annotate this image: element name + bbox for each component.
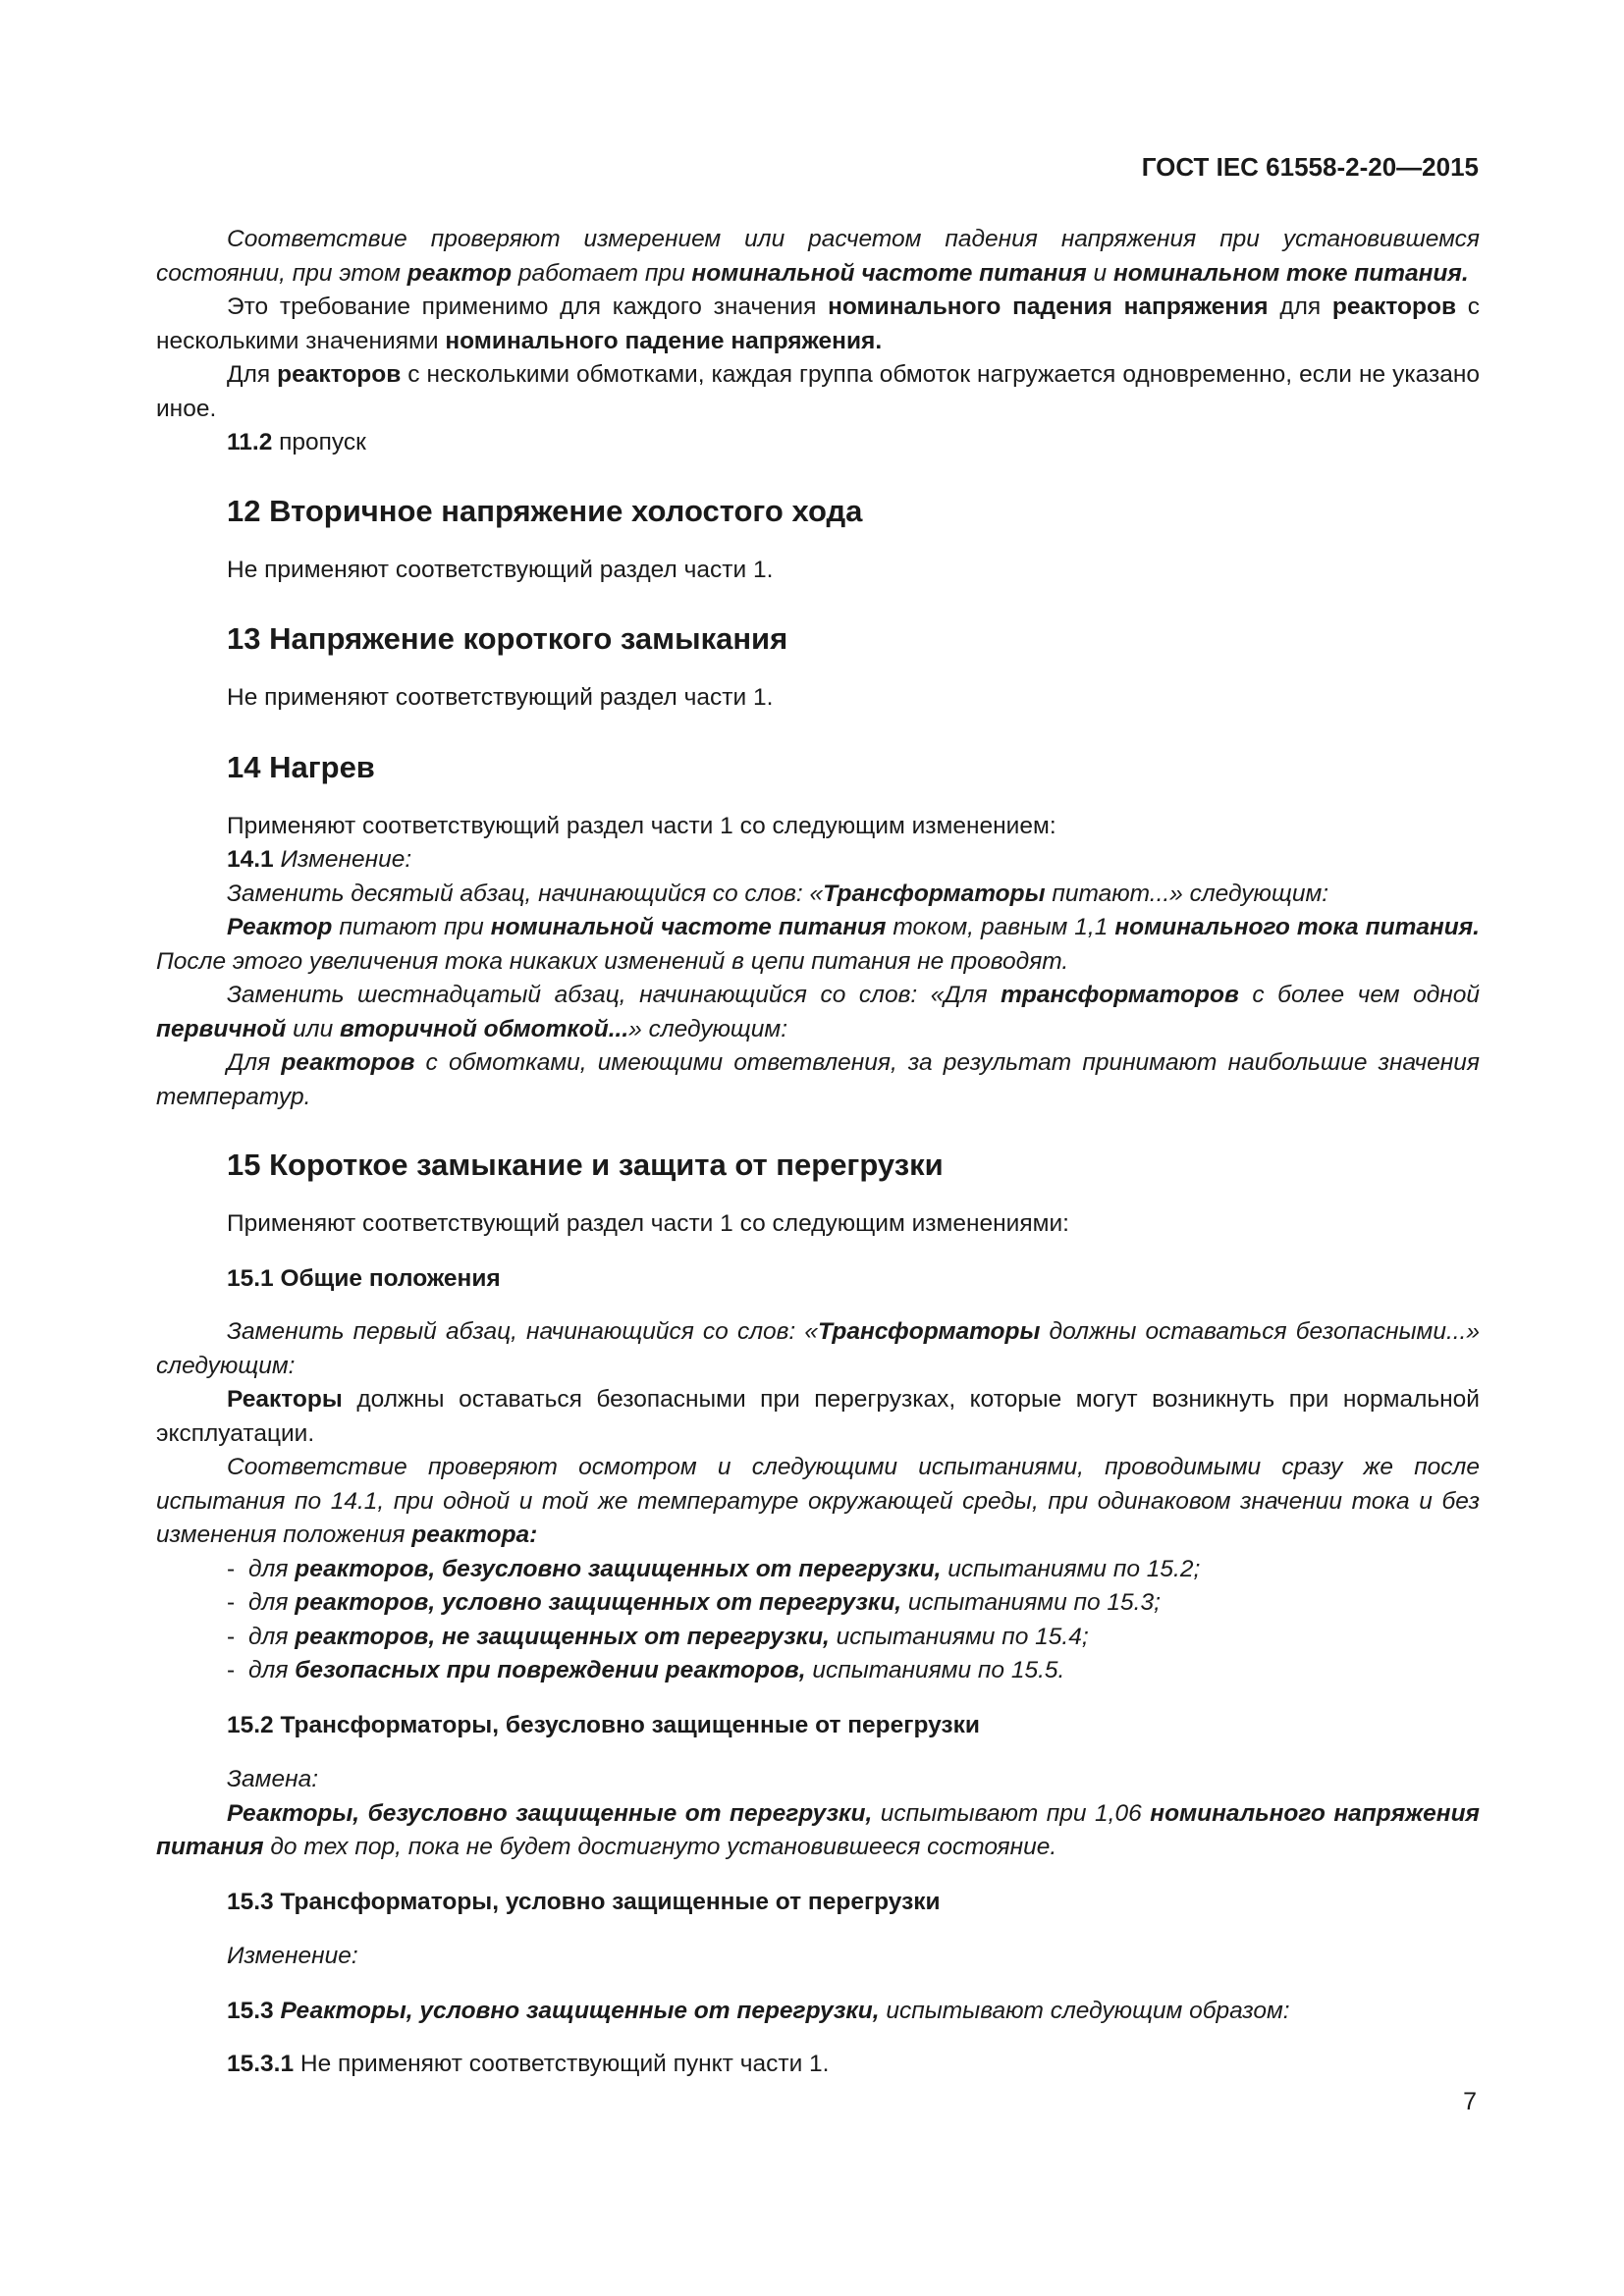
text-run: или xyxy=(286,1015,341,1042)
paragraph: Замена: xyxy=(227,1766,318,1792)
text-run: трансформаторов xyxy=(1001,982,1239,1008)
text-run: питают при xyxy=(332,914,491,940)
text-run: номинального напряжения питания xyxy=(156,1799,1480,1860)
text-run: 15.3 xyxy=(227,1997,274,2024)
text-run: испытаниями по 15.4; xyxy=(829,1623,1089,1650)
text-run: с более чем одной xyxy=(1238,982,1480,1008)
text-run: и xyxy=(1086,259,1113,287)
paragraph xyxy=(156,291,1480,358)
text-run: питают...» следующим: xyxy=(1045,880,1329,907)
text-run: Реакторы, условно защищенные от перегрузки, xyxy=(280,1997,880,2024)
subsection-15-3-heading: 15.3 Трансформаторы, условно защищенные от перегрузки xyxy=(227,1888,941,1915)
section-13-heading: 13 Напряжение короткого замыкания xyxy=(227,621,788,656)
clause-11-2 xyxy=(156,426,1480,460)
text-run: Не применяют соответствующий пункт части 1. xyxy=(294,2051,830,2077)
text-run: испытывают при 1,06 xyxy=(872,1799,1151,1827)
section-15-heading: 15 Короткое замыкание и защита от перегрузки xyxy=(227,1148,944,1182)
text-run: Для xyxy=(227,1049,282,1076)
paragraph: Применяют соответствующий раздел части 1 со следующим изменениями: xyxy=(227,1210,1069,1237)
text-run: реакторов, не защищенных от перегрузки, xyxy=(295,1623,830,1650)
text-run: Изменение: xyxy=(273,846,412,873)
text-run: для xyxy=(248,1589,296,1616)
text-run: вторичной обмоткой... xyxy=(340,1015,629,1042)
paragraph xyxy=(156,358,1480,426)
paragraph xyxy=(156,1046,1480,1114)
paragraph xyxy=(156,1383,1480,1451)
dash-bullet: - xyxy=(227,1555,236,1582)
text-run: номинального падение напряжения. xyxy=(445,327,883,354)
text-run: Соответствие проверяют осмотром и следующими испытаниями, проводимыми сразу же после испытания по 14.1, при одной и той же температуре окружающей среды, при одинаковом значении тока и без изменения положения xyxy=(156,1454,1480,1548)
paragraph xyxy=(156,878,1480,912)
text-run: номинальной частоте питания xyxy=(490,914,887,940)
text-run: безопасных при повреждении реакторов, xyxy=(295,1657,806,1683)
text-run: работает при xyxy=(512,259,692,287)
text-run: » следующим: xyxy=(628,1015,788,1042)
text-run: испытаниями по 15.2; xyxy=(941,1555,1201,1582)
dash-bullet: - xyxy=(227,1623,236,1650)
text-run: для xyxy=(248,1555,296,1582)
text-run: с обмотками, имеющими ответвления, за результат принимают наибольшие значения температур. xyxy=(156,1049,1480,1110)
text-run: реактор xyxy=(406,259,513,287)
text-run: для xyxy=(248,1623,296,1650)
text-run: номинальной частоте питания xyxy=(691,259,1087,287)
paragraph xyxy=(156,1315,1480,1383)
text-run: Заменить шестнадцатый абзац, начинающийся со слов: «Для xyxy=(227,982,1001,1008)
paragraph xyxy=(156,1451,1480,1553)
text-run: для xyxy=(1268,294,1332,320)
text-run: 15.3.1 xyxy=(227,2051,295,2077)
text-run: Для xyxy=(227,361,278,388)
text-run: Реакторы xyxy=(227,1386,343,1413)
text-run: реакторов, безусловно защищенных от перегрузки, xyxy=(295,1555,942,1582)
clause-15-3 xyxy=(156,1995,1480,2029)
text-run xyxy=(274,1998,281,2024)
paragraph: Не применяют соответствующий раздел части 1. xyxy=(227,684,774,711)
text-run: 14.1 xyxy=(227,846,274,873)
paragraph xyxy=(156,911,1480,979)
text-run: Заменить десятый абзац, начинающийся со слов: « xyxy=(227,880,824,907)
text-run: испытаниями по 15.3; xyxy=(901,1589,1161,1616)
list-item xyxy=(156,1553,1480,1587)
text-run: реактора: xyxy=(411,1522,538,1548)
test-list xyxy=(156,1553,1480,1688)
text-run: реакторов xyxy=(277,361,402,388)
text-run: током, равным 1,1 xyxy=(886,914,1115,940)
subsection-15-2-heading: 15.2 Трансформаторы, безусловно защищенные от перегрузки xyxy=(227,1711,980,1738)
text-run: Заменить первый абзац, начинающийся со слов: « xyxy=(227,1318,818,1345)
paragraph xyxy=(156,223,1480,291)
dash-bullet: - xyxy=(227,1657,236,1683)
text-run: должны оставаться безопасными при перегрузках, которые могут возникнуть при нормальной эксплуатации. xyxy=(156,1386,1480,1447)
document-code: ГОСТ IEC 61558-2-20—2015 xyxy=(1141,152,1479,182)
text-run: должны оставаться безопасными...» следующим: xyxy=(156,1318,1480,1379)
text-run: для xyxy=(248,1657,296,1683)
clause-14-1 xyxy=(156,843,1480,878)
text-run: Соответствие проверяют измерением или расчетом падения напряжения при установившемся состоянии, при этом xyxy=(156,226,1480,287)
text-run: Реактор xyxy=(227,914,333,940)
text-run: номинального тока питания. xyxy=(1114,914,1480,940)
page-number: 7 xyxy=(1463,2088,1477,2115)
text-run: Это требование применимо для каждого значения xyxy=(227,294,829,320)
text-run: Реакторы, безусловно защищенные от перегрузки, xyxy=(227,1799,873,1827)
text-run: Трансформаторы xyxy=(818,1318,1041,1345)
text-run: испытывают следующим образом: xyxy=(879,1997,1290,2024)
paragraph: Не применяют соответствующий раздел части 1. xyxy=(227,556,774,583)
list-item xyxy=(156,1621,1480,1655)
list-item xyxy=(156,1654,1480,1688)
list-item xyxy=(156,1586,1480,1621)
clause-15-3-1 xyxy=(156,2048,1480,2082)
paragraph xyxy=(156,979,1480,1046)
text-run: с несколькими обмотками, каждая группа обмоток нагружается одновременно, если не указано иное. xyxy=(156,361,1480,422)
text-run: номинального падения напряжения xyxy=(828,294,1269,320)
paragraph xyxy=(156,1797,1480,1865)
text-run: испытаниями по 15.5. xyxy=(805,1657,1065,1683)
paragraph: Применяют соответствующий раздел части 1 со следующим изменением: xyxy=(227,812,1056,839)
section-12-heading: 12 Вторичное напряжение холостого хода xyxy=(227,493,863,528)
paragraph: Изменение: xyxy=(227,1943,358,1969)
dash-bullet: - xyxy=(227,1589,236,1616)
text-run: первичной xyxy=(156,1015,287,1042)
text-run: номинальном токе питания. xyxy=(1112,259,1469,287)
section-14-heading: 14 Нагрев xyxy=(227,749,375,784)
text-run: пропуск xyxy=(272,429,366,455)
text-run: Трансформаторы xyxy=(823,880,1046,907)
subsection-15-1-heading: 15.1 Общие положения xyxy=(227,1264,501,1292)
text-run: 11.2 xyxy=(227,429,273,455)
document-body xyxy=(156,223,1480,2082)
text-run: После этого увеличения тока никаких изменений в цепи питания не проводят. xyxy=(156,947,1069,975)
text-run: реакторов, условно защищенных от перегрузки, xyxy=(295,1589,902,1616)
text-run: до тех пор, пока не будет достигнуто установившееся состояние. xyxy=(263,1834,1057,1860)
text-run: с несколькими значениями xyxy=(156,294,1481,354)
text-run: реакторов xyxy=(1331,294,1457,320)
text-run: реакторов xyxy=(281,1049,415,1076)
